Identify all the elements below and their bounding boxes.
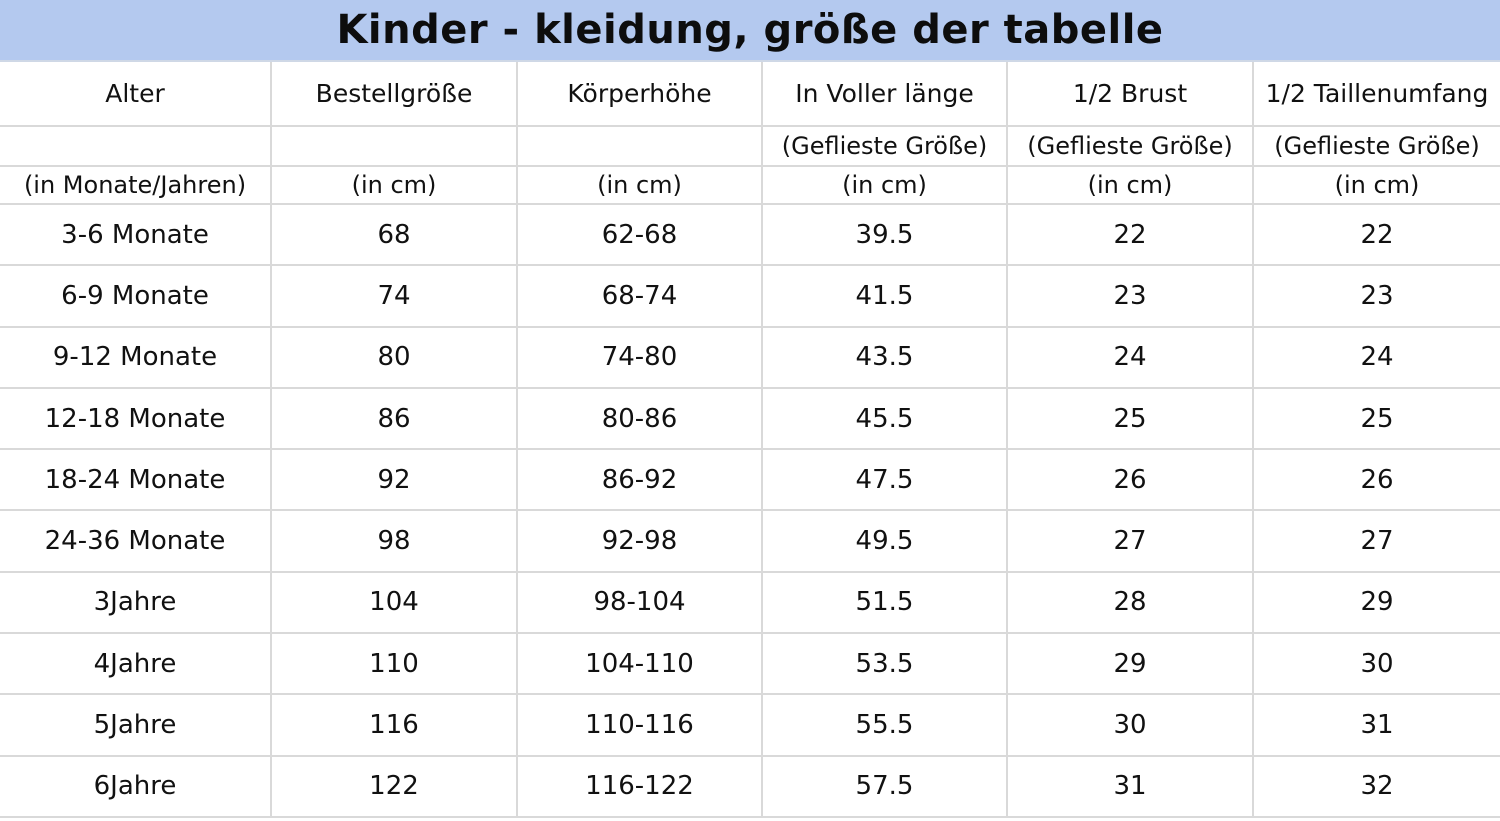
cell-order-size: 74 (271, 265, 517, 326)
size-table (0, 62, 1500, 818)
cell-age: 4Jahre (0, 633, 271, 694)
cell-half-chest: 25 (1007, 388, 1253, 449)
cell-half-waist: 27 (1253, 510, 1500, 571)
cell-order-size: 104 (271, 572, 517, 633)
cell-half-waist: 23 (1253, 265, 1500, 326)
cell-full-length: 41.5 (762, 265, 1007, 326)
header-row-notes (0, 126, 1500, 166)
cell-body-height: 86-92 (517, 449, 762, 510)
cell-full-length: 51.5 (762, 572, 1007, 633)
cell-age: 18-24 Monate (0, 449, 271, 510)
table-row (0, 572, 1500, 633)
cell-age: 3Jahre (0, 572, 271, 633)
table-row (0, 510, 1500, 571)
cell-age: 12-18 Monate (0, 388, 271, 449)
table-body (0, 204, 1500, 817)
table-row (0, 265, 1500, 326)
cell-age: 6Jahre (0, 756, 271, 817)
header-note-age (0, 126, 271, 166)
table-row (0, 756, 1500, 817)
cell-half-waist: 24 (1253, 327, 1500, 388)
cell-half-chest: 28 (1007, 572, 1253, 633)
header-unit-order-size: (in cm) (271, 166, 517, 204)
table-row (0, 388, 1500, 449)
cell-full-length: 53.5 (762, 633, 1007, 694)
header-order-size: Bestellgröße (271, 62, 517, 126)
header-note-half-chest: (Geflieste Größe) (1007, 126, 1253, 166)
cell-body-height: 62-68 (517, 204, 762, 265)
cell-half-waist: 31 (1253, 694, 1500, 755)
cell-half-chest: 22 (1007, 204, 1253, 265)
cell-full-length: 57.5 (762, 756, 1007, 817)
cell-order-size: 110 (271, 633, 517, 694)
cell-body-height: 74-80 (517, 327, 762, 388)
cell-body-height: 80-86 (517, 388, 762, 449)
cell-half-chest: 23 (1007, 265, 1253, 326)
header-note-half-waist: (Geflieste Größe) (1253, 126, 1500, 166)
header-half-chest: 1/2 Brust (1007, 62, 1253, 126)
cell-half-chest: 27 (1007, 510, 1253, 571)
header-body-height: Körperhöhe (517, 62, 762, 126)
header-full-length: In Voller länge (762, 62, 1007, 126)
cell-order-size: 68 (271, 204, 517, 265)
table-row (0, 449, 1500, 510)
cell-full-length: 49.5 (762, 510, 1007, 571)
cell-half-chest: 24 (1007, 327, 1253, 388)
cell-full-length: 39.5 (762, 204, 1007, 265)
cell-order-size: 98 (271, 510, 517, 571)
cell-half-chest: 29 (1007, 633, 1253, 694)
header-row-labels (0, 62, 1500, 126)
cell-half-waist: 32 (1253, 756, 1500, 817)
cell-order-size: 86 (271, 388, 517, 449)
cell-age: 9-12 Monate (0, 327, 271, 388)
cell-full-length: 47.5 (762, 449, 1007, 510)
header-unit-body-height: (in cm) (517, 166, 762, 204)
cell-body-height: 92-98 (517, 510, 762, 571)
cell-body-height: 98-104 (517, 572, 762, 633)
cell-half-waist: 30 (1253, 633, 1500, 694)
cell-age: 5Jahre (0, 694, 271, 755)
cell-full-length: 43.5 (762, 327, 1007, 388)
header-age: Alter (0, 62, 271, 126)
cell-half-chest: 30 (1007, 694, 1253, 755)
header-unit-half-chest: (in cm) (1007, 166, 1253, 204)
cell-order-size: 80 (271, 327, 517, 388)
cell-half-waist: 22 (1253, 204, 1500, 265)
header-half-waist: 1/2 Taillenumfang (1253, 62, 1500, 126)
header-unit-half-waist: (in cm) (1253, 166, 1500, 204)
cell-age: 24-36 Monate (0, 510, 271, 571)
header-unit-full-length: (in cm) (762, 166, 1007, 204)
cell-body-height: 116-122 (517, 756, 762, 817)
cell-order-size: 122 (271, 756, 517, 817)
cell-full-length: 55.5 (762, 694, 1007, 755)
header-note-body-height (517, 126, 762, 166)
cell-order-size: 92 (271, 449, 517, 510)
cell-half-waist: 25 (1253, 388, 1500, 449)
cell-half-waist: 26 (1253, 449, 1500, 510)
cell-full-length: 45.5 (762, 388, 1007, 449)
cell-body-height: 110-116 (517, 694, 762, 755)
cell-age: 3-6 Monate (0, 204, 271, 265)
header-row-units (0, 166, 1500, 204)
cell-half-chest: 26 (1007, 449, 1253, 510)
table-row (0, 327, 1500, 388)
header-unit-age: (in Monate/Jahren) (0, 166, 271, 204)
cell-age: 6-9 Monate (0, 265, 271, 326)
cell-half-chest: 31 (1007, 756, 1253, 817)
header-note-order-size (271, 126, 517, 166)
header-note-full-length: (Geflieste Größe) (762, 126, 1007, 166)
table-row (0, 633, 1500, 694)
cell-body-height: 104-110 (517, 633, 762, 694)
table-row (0, 694, 1500, 755)
table-row (0, 204, 1500, 265)
cell-order-size: 116 (271, 694, 517, 755)
cell-half-waist: 29 (1253, 572, 1500, 633)
page-title: Kinder - kleidung, größe der tabelle (0, 0, 1500, 62)
cell-body-height: 68-74 (517, 265, 762, 326)
